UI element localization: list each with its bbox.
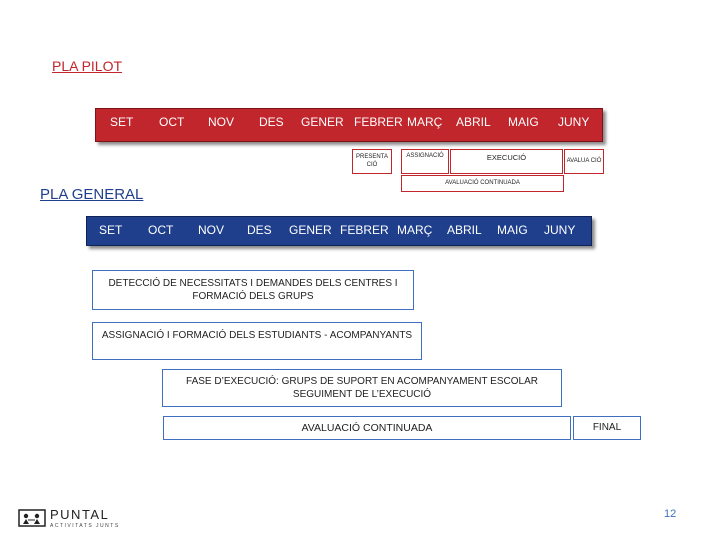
puntal-logo-icon bbox=[18, 508, 46, 528]
pilot-box-continuada-label: AVALUACIÓ CONTINUADA bbox=[445, 179, 520, 186]
pilot-box-execucio-label: EXECUCIÓ bbox=[486, 153, 527, 162]
general-month-juny: JUNY bbox=[544, 223, 576, 237]
general-month-marc: MARÇ bbox=[397, 223, 433, 237]
general-box-execucio bbox=[162, 369, 562, 407]
pilot-month-gener: GENER bbox=[301, 115, 344, 129]
pilot-month-maig: MAIG bbox=[508, 115, 539, 129]
pilot-month-marc: MARÇ bbox=[407, 115, 443, 129]
general-box-avaluacio-label: AVALUACIÓ CONTINUADA bbox=[301, 422, 433, 434]
general-month-oct: OCT bbox=[148, 223, 174, 237]
general-box-deteccio-label: DETECCIÓ DE NECESSITATS I DEMANDES DELS CENTRES I FORMACIÓ DELS GRUPS bbox=[108, 277, 398, 302]
pilot-box-avaluacio-label: AVALUA CIÓ bbox=[566, 157, 602, 164]
pilot-month-juny: JUNY bbox=[558, 115, 590, 129]
logo-sub-text: ACTIVITATS JUNTS bbox=[50, 523, 120, 529]
general-month-nov: NOV bbox=[198, 223, 225, 237]
general-month-maig: MAIG bbox=[497, 223, 528, 237]
pilot-box-assignacio bbox=[401, 149, 449, 174]
pilot-month-des: DES bbox=[259, 115, 284, 129]
general-box-avaluacio bbox=[163, 416, 571, 440]
pilot-box-presentacio-label: PRESENTA CIÓ bbox=[356, 154, 388, 168]
pilot-month-abril: ABRIL bbox=[456, 115, 491, 129]
pilot-title: PLA PILOT bbox=[52, 58, 123, 74]
pilot-month-bar bbox=[95, 108, 603, 142]
pilot-box-avaluacio bbox=[564, 149, 604, 174]
general-month-set: SET bbox=[99, 223, 123, 237]
pilot-box-presentacio bbox=[352, 149, 392, 174]
general-month-bar bbox=[86, 216, 592, 246]
general-box-assignacio bbox=[92, 322, 422, 360]
general-box-final-label: FINAL bbox=[592, 422, 622, 434]
general-box-assignacio-label: ASSIGNACIÓ I FORMACIÓ DELS ESTUDIANTS - ACOMPANYANTS bbox=[101, 330, 413, 341]
general-title: PLA GENERAL bbox=[40, 186, 144, 203]
page-number: 12 bbox=[664, 508, 677, 520]
pilot-month-set: SET bbox=[110, 115, 134, 129]
puntal-logo bbox=[18, 508, 120, 529]
general-month-des: DES bbox=[247, 223, 272, 237]
pilot-month-nov: NOV bbox=[208, 115, 235, 129]
logo-main-text: PUNTAL bbox=[50, 507, 110, 522]
general-box-deteccio bbox=[92, 270, 414, 310]
pilot-box-execucio bbox=[450, 149, 563, 174]
general-box-execucio-label: FASE D’EXECUCIÓ: GRUPS DE SUPORT EN ACOMPANYAMENT ESCOLAR SEGUIMENT DE L’EXECUCIÓ bbox=[186, 375, 538, 400]
general-month-abril: ABRIL bbox=[447, 223, 482, 237]
general-box-final bbox=[573, 416, 641, 440]
pilot-month-febrer: FEBRER bbox=[354, 115, 403, 129]
pilot-box-continuada bbox=[401, 175, 564, 192]
pilot-box-assignacio-label: ASSIGNACIÓ bbox=[406, 153, 444, 159]
general-month-gener: GENER bbox=[289, 223, 332, 237]
general-month-febrer: FEBRER bbox=[340, 223, 389, 237]
pilot-month-oct: OCT bbox=[159, 115, 185, 129]
